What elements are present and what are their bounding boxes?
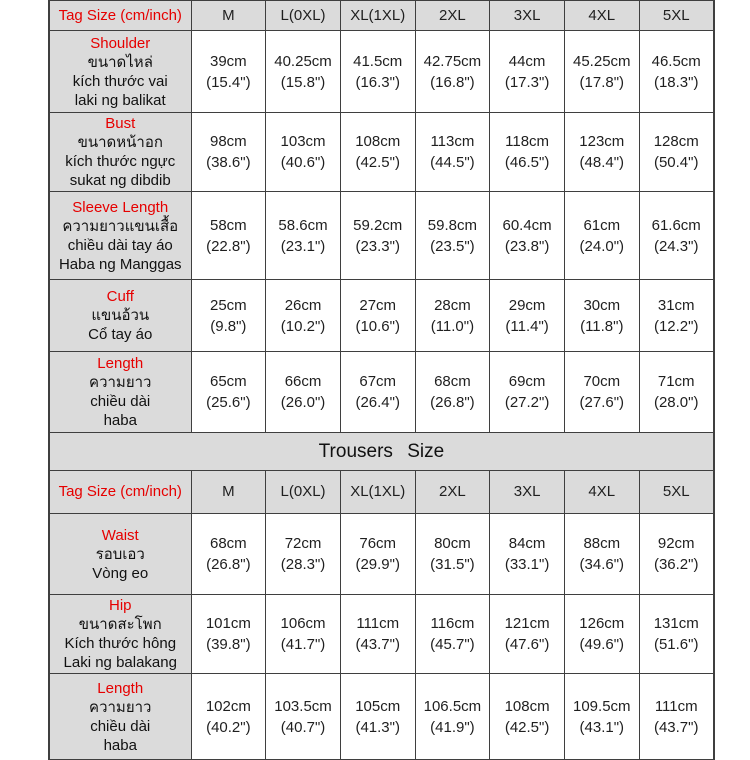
value-cm: 31cm [657, 296, 695, 314]
measurement-value-cell [564, 280, 639, 352]
measurement-row [49, 31, 714, 113]
value-inch: (33.1") [504, 556, 550, 573]
value-inch: (16.3") [355, 73, 400, 91]
value-cm: 108cm [355, 133, 401, 150]
measurement-value-cell [266, 31, 341, 113]
measurement-value-cell [340, 280, 415, 352]
measurement-value-cell [639, 514, 714, 595]
size-header-row [49, 1, 714, 31]
value-inch: (10.6") [355, 317, 400, 335]
value-cm: 108cm [504, 697, 550, 715]
measurement-value-cell [191, 674, 266, 760]
value-inch: (11.0") [430, 317, 475, 335]
measurement-row [49, 514, 714, 595]
measurement-label-translation: Vòng eo [92, 564, 149, 582]
measurement-value-cell [415, 31, 490, 113]
measurement-value-cell [266, 192, 341, 280]
measurement-label-translation: sukat ng dibdib [69, 172, 171, 189]
value-cm: 70cm [583, 373, 621, 390]
value-cm: 67cm [359, 373, 397, 390]
value-inch: (39.8") [206, 636, 251, 653]
measurement-value-cell [639, 31, 714, 113]
value-inch: (45.7") [430, 636, 475, 653]
value-inch: (51.6") [653, 636, 699, 653]
value-cm: 68cm [210, 535, 247, 552]
value-inch: (31.5") [430, 556, 475, 573]
value-inch: (29.9") [355, 556, 400, 573]
measurement-label-en: Shoulder [90, 34, 151, 52]
value-cm: 126cm [579, 615, 625, 632]
value-inch: (34.6") [579, 556, 625, 573]
size-column-label: 4XL [588, 6, 616, 24]
value-cm: 42.75cm [423, 52, 482, 70]
value-inch: (15.4") [206, 73, 251, 91]
value-cm: 25cm [210, 296, 247, 314]
value-inch: (41.3") [355, 718, 400, 736]
measurement-value-cell [639, 595, 714, 674]
measurement-value-cell [490, 192, 565, 280]
size-column-label: L(0XL) [280, 483, 326, 500]
measurement-label-translation: Laki ng balakang [63, 654, 177, 671]
value-cm: 60.4cm [502, 216, 552, 234]
measurement-value-cell [490, 514, 565, 595]
measurement-label-translation: Haba ng Manggas [58, 255, 182, 273]
size-column-label: 3XL [513, 483, 541, 500]
measurement-value-cell [564, 352, 639, 433]
value-inch: (9.8") [210, 317, 247, 335]
size-column-label: XL(1XL) [350, 483, 406, 500]
size-column-header [340, 1, 415, 31]
measurement-value-cell [564, 674, 639, 760]
measurement-value-cell [564, 113, 639, 192]
measurement-value-cell [639, 113, 714, 192]
value-cm: 98cm [210, 133, 247, 150]
measurement-value-cell [564, 514, 639, 595]
value-cm: 106cm [280, 615, 326, 632]
value-cm: 103.5cm [274, 697, 332, 715]
measurement-value-cell [266, 674, 341, 760]
value-cm: 111cm [356, 615, 400, 632]
value-cm: 109.5cm [573, 697, 631, 715]
measurement-value-cell [415, 280, 490, 352]
value-inch: (50.4") [653, 154, 699, 171]
size-column-header [191, 1, 266, 31]
value-cm: 27cm [359, 296, 397, 314]
measurement-value-cell [490, 674, 565, 760]
value-cm: 113cm [430, 133, 475, 150]
measurement-value-cell [191, 31, 266, 113]
value-cm: 131cm [653, 615, 699, 632]
size-column-header [564, 1, 639, 31]
value-cm: 41.5cm [353, 52, 403, 70]
measurement-value-cell [639, 192, 714, 280]
value-inch: (43.7") [653, 718, 699, 736]
measurement-label-cell [49, 280, 191, 352]
value-cm: 26cm [284, 296, 322, 314]
measurement-label-translation: แขนอ้วน [91, 307, 150, 324]
value-inch: (27.6") [579, 394, 625, 411]
measurement-label-cell [49, 113, 191, 192]
measurement-value-cell [415, 352, 490, 433]
measurement-value-cell [490, 352, 565, 433]
value-cm: 72cm [284, 535, 322, 552]
value-cm: 61.6cm [651, 216, 701, 234]
measurement-value-cell [266, 514, 341, 595]
measurement-value-cell [191, 595, 266, 674]
value-inch: (23.3") [355, 237, 400, 255]
size-chart [48, 0, 713, 760]
value-cm: 118cm [505, 133, 550, 150]
value-cm: 58.6cm [278, 216, 328, 234]
value-cm: 128cm [653, 133, 699, 150]
value-cm: 88cm [583, 535, 621, 552]
value-inch: (11.8") [580, 317, 624, 335]
size-column-header [415, 1, 490, 31]
measurement-label-en: Cuff [106, 288, 134, 305]
measurement-value-cell [340, 31, 415, 113]
size-column-header [415, 471, 490, 514]
measurement-value-cell [415, 113, 490, 192]
measurement-value-cell [340, 595, 415, 674]
value-inch: (26.0") [280, 394, 326, 411]
value-cm: 102cm [205, 697, 251, 715]
value-cm: 105cm [355, 697, 401, 715]
size-column-label: 2XL [439, 483, 466, 500]
tag-size-label: Tag Size (cm/inch) [58, 483, 182, 500]
value-inch: (22.8") [206, 237, 251, 255]
measurement-label-translation: ขนาดไหล่ [87, 53, 153, 71]
measurement-label-translation: chiều dài [90, 717, 151, 735]
value-cm: 92cm [657, 535, 695, 552]
value-cm: 121cm [504, 615, 550, 632]
measurement-value-cell [639, 674, 714, 760]
measurement-label-translation: Kích thước hông [64, 635, 177, 652]
measurement-label-translation: laki ng balikat [74, 91, 166, 109]
measurement-label-translation: รอบเอว [95, 545, 145, 563]
measurement-value-cell [415, 674, 490, 760]
section-banner-row [49, 433, 714, 471]
measurement-value-cell [340, 113, 415, 192]
measurement-label-cell [49, 514, 191, 595]
measurement-label-translation: kích thước ngực [65, 153, 176, 170]
value-cm: 116cm [430, 615, 475, 632]
measurement-label-cell [49, 595, 191, 674]
measurement-label-translation: ความยาว [89, 698, 152, 716]
value-inch: (40.7") [280, 718, 326, 736]
measurement-value-cell [564, 595, 639, 674]
value-inch: (10.2") [280, 317, 326, 335]
size-column-header [266, 471, 341, 514]
value-cm: 111cm [654, 697, 698, 715]
measurement-row [49, 674, 714, 760]
measurement-label-translation: ขนาดสะโพก [78, 616, 162, 633]
value-inch: (28.3") [280, 556, 326, 573]
value-cm: 103cm [280, 133, 326, 150]
value-cm: 61cm [583, 216, 621, 234]
measurement-label-en: Waist [101, 526, 139, 544]
value-cm: 40.25cm [274, 52, 332, 70]
value-inch: (36.2") [653, 556, 699, 573]
value-cm: 68cm [434, 373, 471, 390]
value-cm: 29cm [508, 296, 546, 314]
value-inch: (15.8") [280, 73, 326, 91]
value-inch: (43.1") [579, 718, 625, 736]
value-cm: 46.5cm [651, 52, 701, 70]
measurement-label-en: Length [97, 679, 144, 697]
measurement-value-cell [639, 352, 714, 433]
measurement-value-cell [191, 280, 266, 352]
value-inch: (48.4") [579, 154, 625, 171]
value-inch: (23.5") [430, 237, 475, 255]
value-cm: 45.25cm [573, 52, 631, 70]
value-inch: (26.4") [355, 394, 400, 411]
measurement-label-cell [49, 352, 191, 433]
value-cm: 123cm [579, 133, 625, 150]
section-banner-title: Trousers Size [318, 440, 445, 462]
size-column-label: 5XL [662, 6, 690, 24]
measurement-value-cell [415, 514, 490, 595]
value-inch: (24.3") [653, 237, 699, 255]
value-cm: 84cm [508, 535, 546, 552]
measurement-value-cell [340, 352, 415, 433]
tag-size-label: Tag Size (cm/inch) [58, 6, 182, 24]
size-column-label: M [222, 483, 235, 500]
size-column-header [639, 1, 714, 31]
measurement-value-cell [490, 31, 565, 113]
value-inch: (11.4") [505, 317, 549, 335]
size-column-label: 4XL [588, 483, 616, 500]
measurement-row [49, 280, 714, 352]
measurement-value-cell [266, 280, 341, 352]
value-inch: (44.5") [430, 154, 475, 171]
value-inch: (27.2") [504, 394, 550, 411]
value-inch: (43.7") [355, 636, 400, 653]
measurement-label-translation: chiều dài tay áo [67, 236, 173, 254]
value-inch: (12.2") [653, 317, 699, 335]
measurement-value-cell [191, 514, 266, 595]
size-chart-table [48, 0, 715, 760]
value-inch: (17.8") [579, 73, 625, 91]
value-inch: (46.5") [504, 154, 550, 171]
section-banner-cell [49, 433, 714, 471]
measurement-label-cell [49, 674, 191, 760]
tag-size-header-cell [49, 1, 191, 31]
measurement-label-translation: Cổ tay áo [88, 326, 153, 343]
measurement-row [49, 352, 714, 433]
size-column-header [639, 471, 714, 514]
value-inch: (47.6") [504, 636, 550, 653]
value-inch: (23.8") [504, 237, 550, 255]
value-inch: (41.9") [430, 718, 475, 736]
measurement-value-cell [266, 352, 341, 433]
measurement-label-translation: haba [103, 736, 137, 754]
measurement-value-cell [490, 280, 565, 352]
value-cm: 80cm [434, 535, 471, 552]
value-inch: (42.5") [355, 154, 400, 171]
measurement-row [49, 113, 714, 192]
size-column-label: 5XL [662, 483, 690, 500]
value-cm: 101cm [205, 615, 251, 632]
size-column-header [191, 471, 266, 514]
size-column-label: L(0XL) [280, 6, 326, 24]
size-column-header [490, 1, 565, 31]
value-inch: (26.8") [430, 394, 475, 411]
measurement-label-en: Bust [105, 115, 136, 132]
value-inch: (23.1") [280, 237, 326, 255]
size-chart-body [49, 1, 714, 760]
tag-size-header-cell [49, 471, 191, 514]
measurement-label-en: Hip [108, 597, 132, 614]
measurement-value-cell [340, 674, 415, 760]
size-column-label: M [222, 6, 235, 24]
measurement-label-en: Sleeve Length [72, 198, 169, 216]
measurement-value-cell [191, 352, 266, 433]
size-column-header [340, 471, 415, 514]
value-inch: (17.3") [504, 73, 550, 91]
measurement-label-translation: chiều dài [90, 393, 151, 410]
value-cm: 59.2cm [353, 216, 403, 234]
size-column-header [564, 471, 639, 514]
measurement-value-cell [415, 595, 490, 674]
value-cm: 30cm [583, 296, 621, 314]
measurement-label-translation: kích thước vai [72, 72, 168, 90]
value-cm: 76cm [359, 535, 397, 552]
measurement-value-cell [490, 595, 565, 674]
measurement-label-cell [49, 192, 191, 280]
value-inch: (18.3") [653, 73, 699, 91]
measurement-value-cell [415, 192, 490, 280]
value-inch: (26.8") [206, 556, 251, 573]
measurement-value-cell [266, 113, 341, 192]
value-inch: (40.2") [206, 718, 251, 736]
measurement-row [49, 595, 714, 674]
value-inch: (49.6") [579, 636, 625, 653]
value-inch: (28.0") [653, 394, 699, 411]
value-cm: 44cm [508, 52, 546, 70]
value-inch: (41.7") [280, 636, 326, 653]
value-cm: 59.8cm [427, 216, 477, 234]
measurement-label-translation: haba [103, 412, 137, 429]
size-column-label: 3XL [513, 6, 541, 24]
measurement-value-cell [340, 514, 415, 595]
value-cm: 28cm [434, 296, 471, 314]
value-cm: 65cm [210, 373, 247, 390]
value-inch: (42.5") [504, 718, 550, 736]
measurement-value-cell [639, 280, 714, 352]
measurement-label-translation: ความยาวแขนเสื้อ [62, 217, 179, 235]
size-column-header [490, 471, 565, 514]
measurement-value-cell [191, 113, 266, 192]
measurement-label-translation: ความยาว [89, 374, 152, 391]
measurement-value-cell [340, 192, 415, 280]
measurement-label-en: Length [97, 355, 144, 372]
value-inch: (24.0") [579, 237, 625, 255]
measurement-value-cell [266, 595, 341, 674]
value-cm: 106.5cm [423, 697, 482, 715]
measurement-value-cell [564, 31, 639, 113]
size-header-row [49, 471, 714, 514]
value-inch: (16.8") [430, 73, 475, 91]
value-inch: (40.6") [280, 154, 326, 171]
value-cm: 66cm [284, 373, 322, 390]
value-cm: 58cm [210, 216, 247, 234]
size-column-label: 2XL [439, 6, 466, 24]
measurement-value-cell [191, 192, 266, 280]
size-column-header [266, 1, 341, 31]
value-cm: 69cm [508, 373, 546, 390]
value-cm: 71cm [657, 373, 695, 390]
value-cm: 39cm [210, 52, 247, 70]
size-column-label: XL(1XL) [350, 6, 406, 24]
value-inch: (38.6") [206, 154, 251, 171]
measurement-value-cell [564, 192, 639, 280]
measurement-label-translation: ขนาดหน้าอก [77, 134, 163, 151]
measurement-value-cell [490, 113, 565, 192]
value-inch: (25.6") [206, 394, 251, 411]
measurement-label-cell [49, 31, 191, 113]
measurement-row [49, 192, 714, 280]
